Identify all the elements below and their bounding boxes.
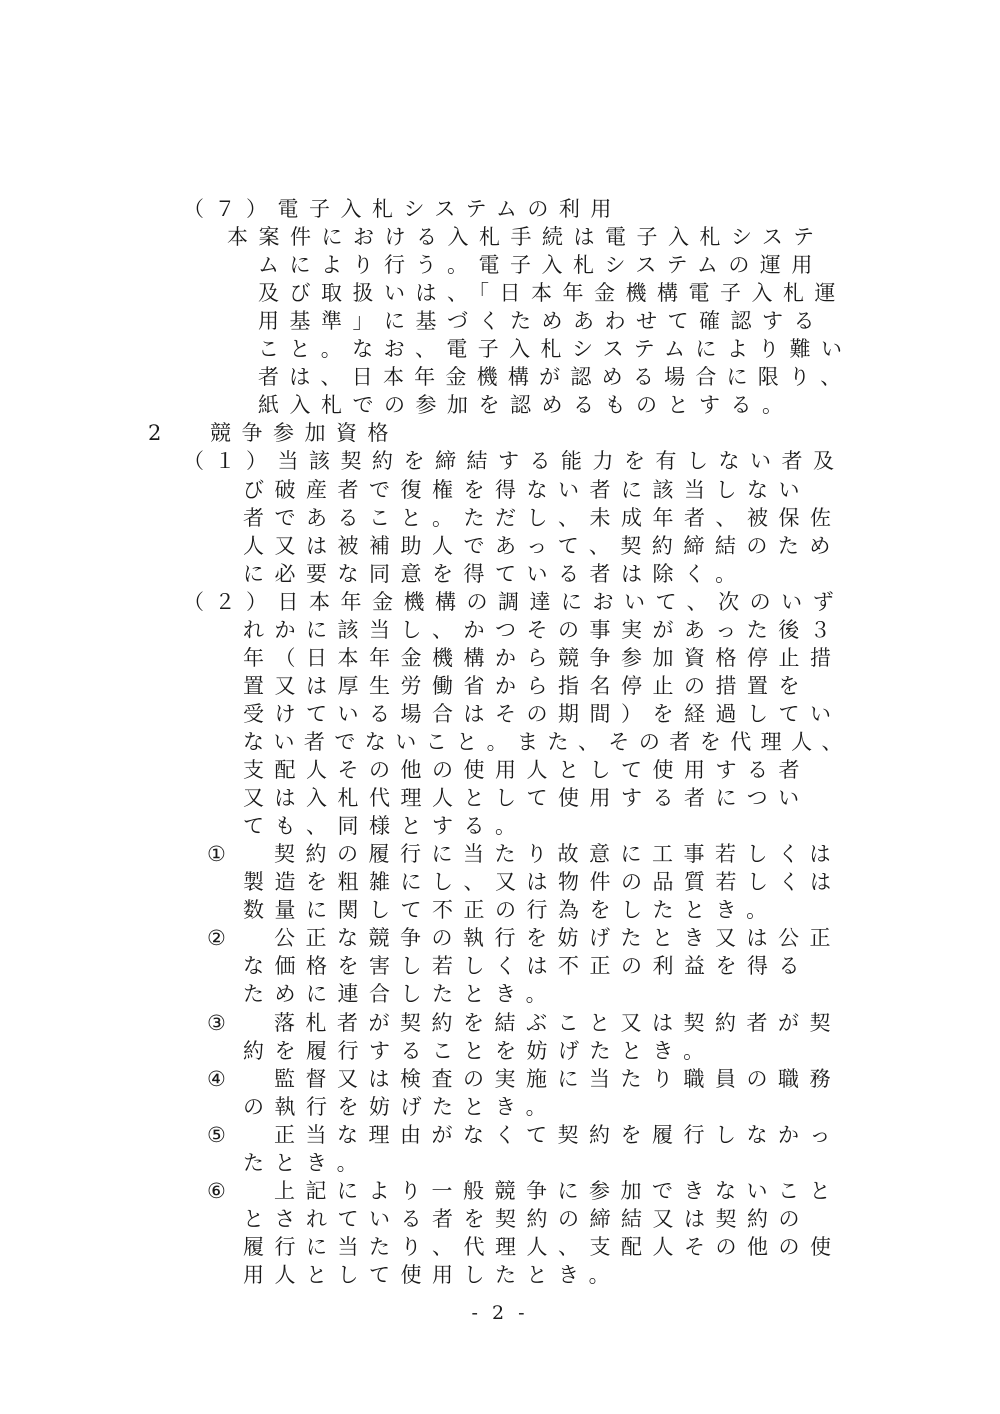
- subitem-5-mark: ⑤: [207, 1123, 237, 1147]
- item-1-line: 者であること。ただし、未成年者、被保佐: [243, 506, 842, 530]
- subitem-3-mark: ③: [207, 1011, 237, 1035]
- item-2-line: ない者でないこと。また、その者を代理人、: [243, 730, 852, 754]
- item-1-line: に必要な同意を得ている者は除く。: [243, 562, 747, 586]
- section-2-title: 競争参加資格: [210, 421, 399, 445]
- item-2-line: 年（日本年金機構から競争参加資格停止措: [243, 646, 842, 670]
- section-7-line: 及び取扱いは、「日本年金機構電子入札運: [258, 281, 846, 305]
- subitem-6-line: とされている者を契約の締結又は契約の: [243, 1207, 810, 1231]
- subitem-1-line: 契約の履行に当たり故意に工事若しくは: [274, 842, 841, 866]
- subitem-1-line: 数量に関して不正の行為をしたとき。: [243, 898, 778, 922]
- section-7-line: 本案件における入札手続は電子入札システ: [227, 225, 825, 249]
- section-7-line: 紙入札での参加を認めるものとする。: [258, 393, 794, 417]
- subitem-4-mark: ④: [207, 1067, 237, 1091]
- subitem-5-line: たとき。: [243, 1151, 369, 1175]
- subitem-4-line: 監督又は検査の実施に当たり職員の職務: [274, 1067, 841, 1091]
- item-2-line: ても、同様とする。: [243, 814, 527, 838]
- section-7-heading: （７）電子入札システムの利用: [183, 197, 622, 221]
- section-7-line: ムにより行う。電子入札システムの運用: [258, 253, 823, 277]
- item-2-line: 受けている場合はその期間）を経過してい: [243, 702, 842, 726]
- item-1-line: び破産者で復権を得ない者に該当しない: [243, 478, 810, 502]
- item-2-line: （２）日本年金機構の調達において、次のいず: [183, 590, 845, 614]
- item-2-line: 置又は厚生労働省から指名停止の措置を: [243, 674, 810, 698]
- subitem-6-line: 用人として使用したとき。: [243, 1263, 621, 1287]
- subitem-1-mark: ①: [207, 842, 237, 866]
- subitem-5-line: 正当な理由がなくて契約を履行しなかっ: [274, 1123, 841, 1147]
- page-number: - 2 -: [471, 1302, 529, 1324]
- subitem-1-line: 製造を粗雑にし、又は物件の品質若しくは: [243, 870, 842, 894]
- item-2-line: 支配人その他の使用人として使用する者: [243, 758, 810, 782]
- subitem-2-line: 公正な競争の執行を妨げたとき又は公正: [274, 926, 841, 950]
- subitem-3-line: 落札者が契約を結ぶこと又は契約者が契: [274, 1011, 841, 1035]
- section-7-line: 用基準」に基づくためあわせて確認する: [258, 309, 825, 333]
- subitem-2-mark: ②: [207, 926, 237, 950]
- item-2-line: 又は入札代理人として使用する者につい: [243, 786, 810, 810]
- subitem-2-line: ために連合したとき。: [243, 982, 558, 1006]
- subitem-6-mark: ⑥: [207, 1179, 237, 1203]
- subitem-2-line: な価格を害し若しくは不正の利益を得る: [243, 954, 810, 978]
- subitem-6-line: 上記により一般競争に参加できないこと: [274, 1179, 841, 1203]
- subitem-3-line: 約を履行することを妨げたとき。: [243, 1039, 715, 1063]
- section-7-line: こと。なお、電子入札システムにより難い: [258, 337, 853, 361]
- section-2-number: 2: [148, 421, 172, 445]
- item-2-line: れかに該当し、かつその事実があった後３: [243, 618, 842, 642]
- subitem-4-line: の執行を妨げたとき。: [243, 1095, 558, 1119]
- subitem-6-line: 履行に当たり、代理人、支配人その他の使: [243, 1235, 842, 1259]
- item-1-line: （１）当該契約を締結する能力を有しない者及: [183, 449, 845, 473]
- section-7-line: 者は、日本年金機構が認める場合に限り、: [258, 365, 852, 389]
- item-1-line: 人又は被補助人であって、契約締結のため: [243, 534, 841, 558]
